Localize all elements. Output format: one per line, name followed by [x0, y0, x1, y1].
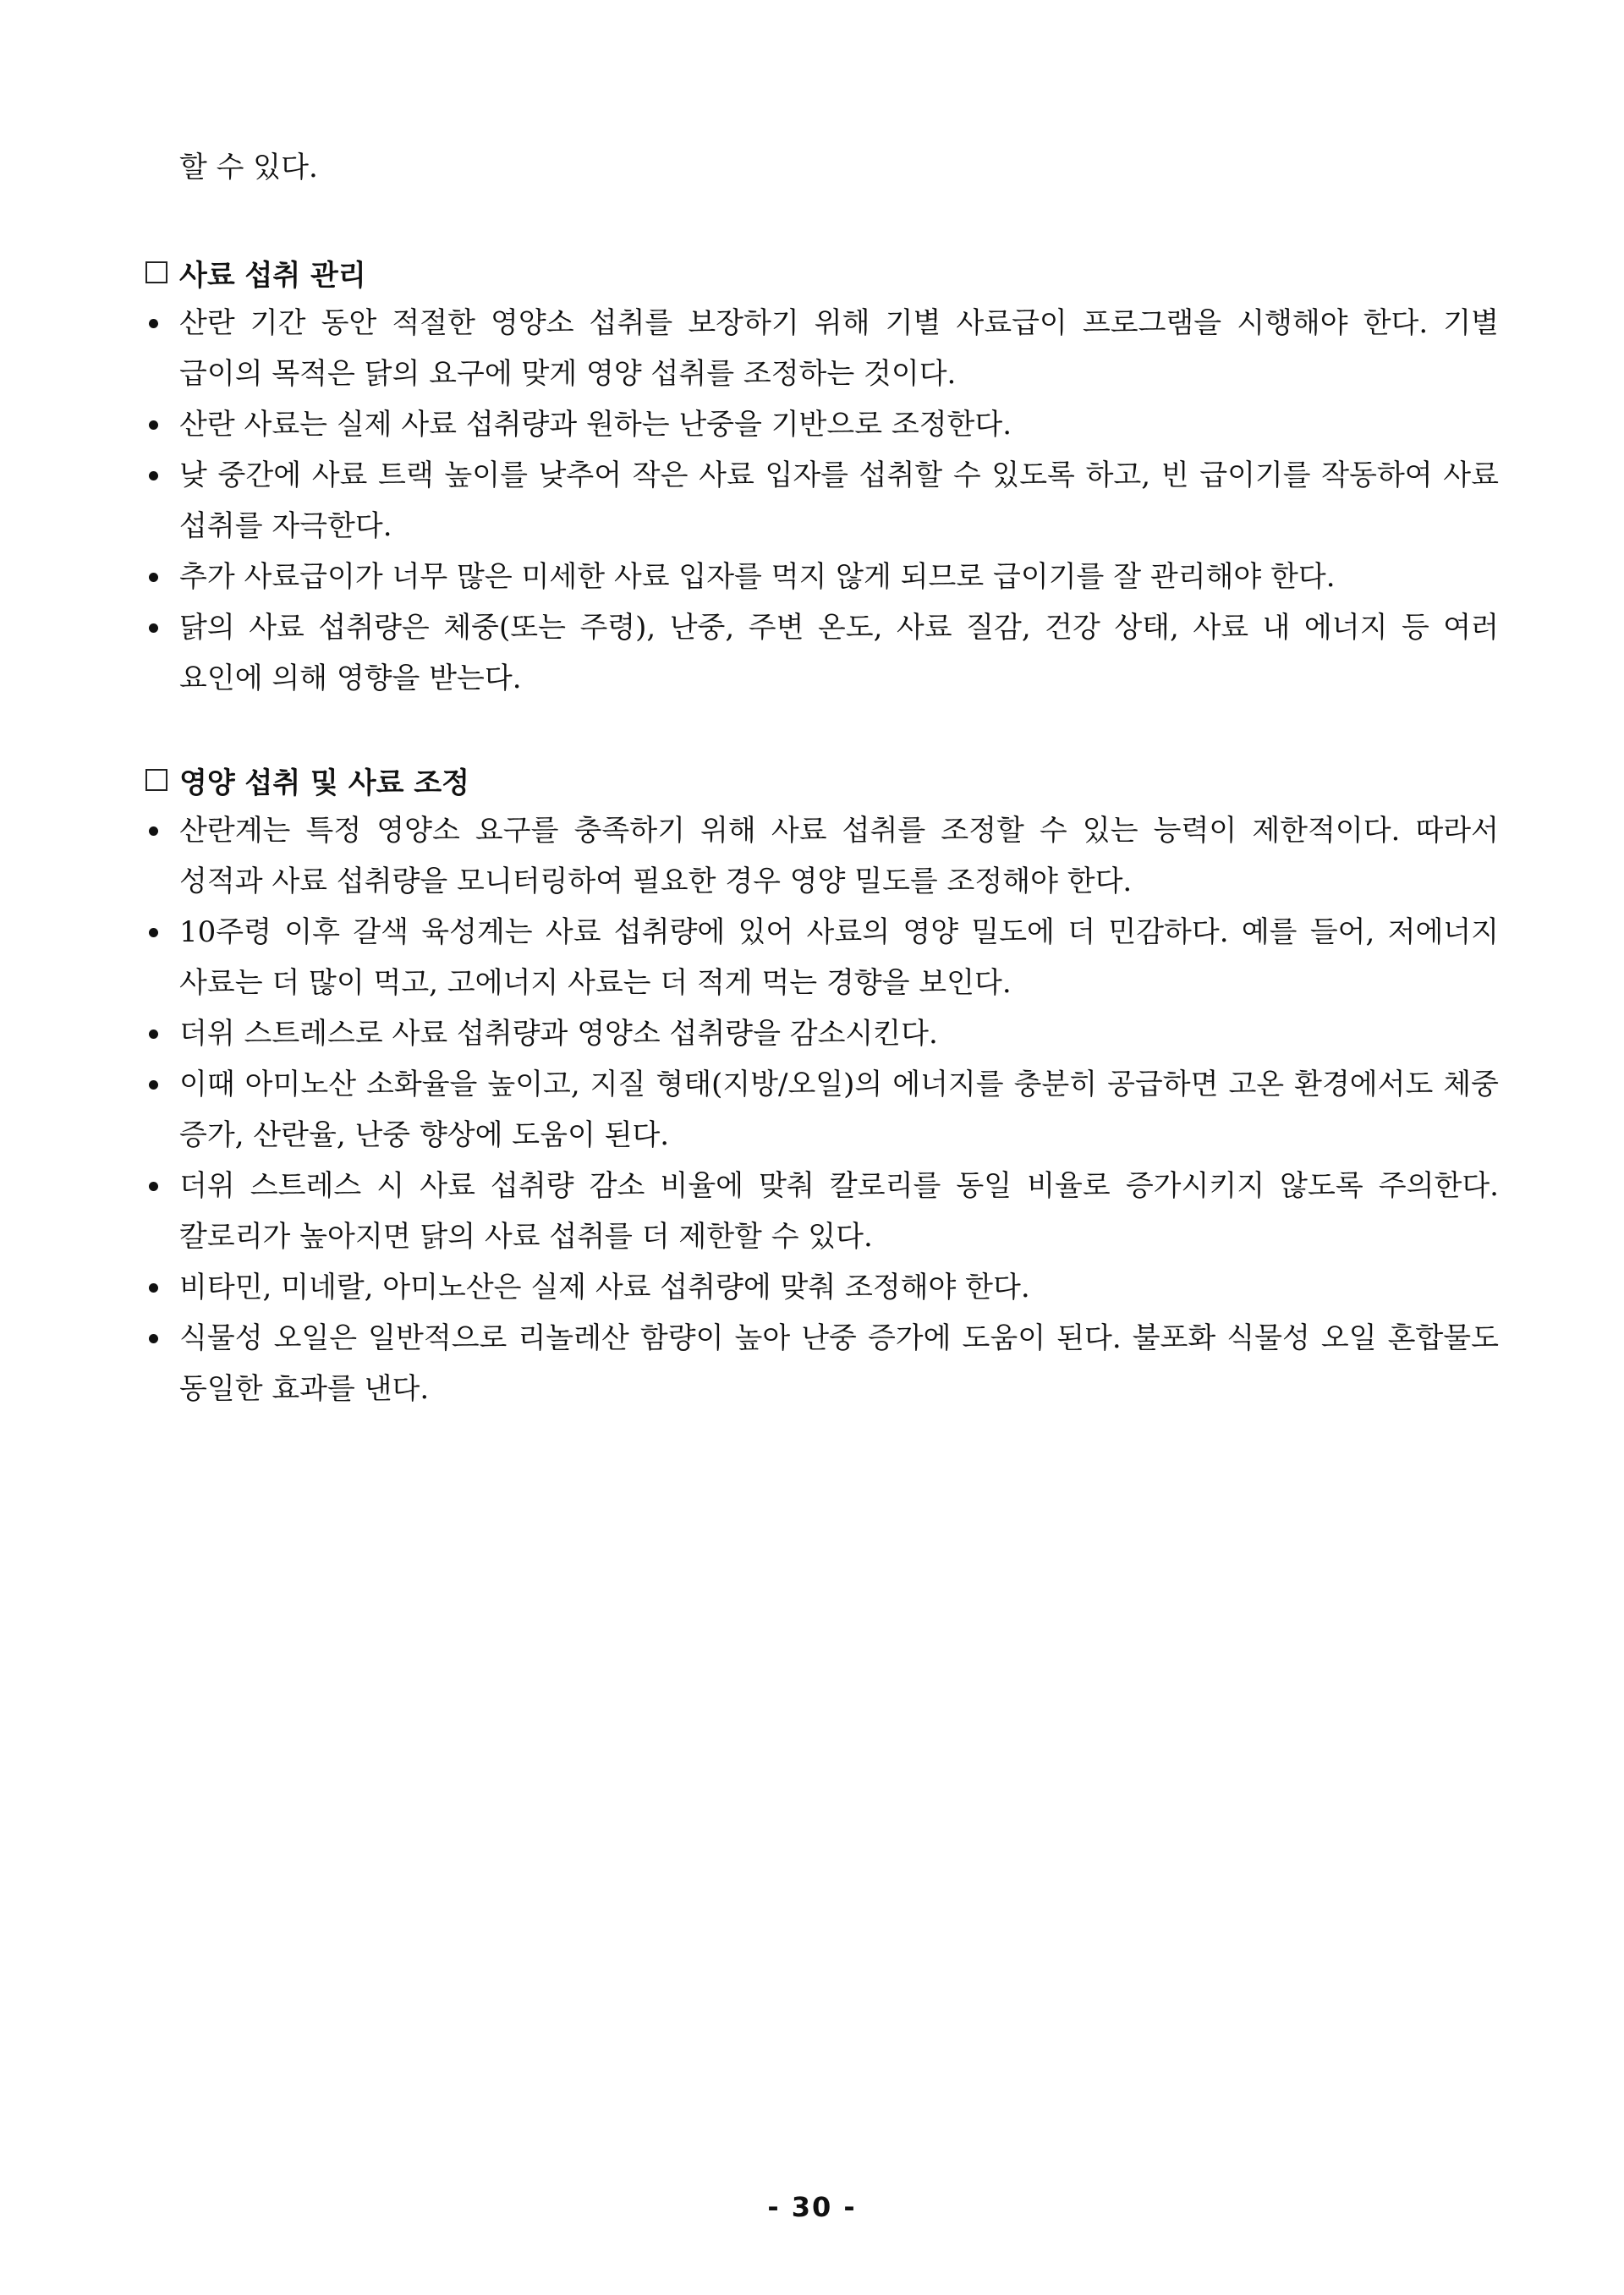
- checkbox-icon: [145, 769, 167, 791]
- section-nutrient-intake-feed-adjustment: [145, 755, 1499, 1414]
- section-heading-text: 영양 섭취 및 사료 조정: [179, 766, 469, 800]
- bullet-list: [145, 298, 1499, 704]
- list-item: [145, 399, 1499, 450]
- section-heading-text: 사료 섭취 관리: [179, 258, 366, 293]
- continuation-text: 할 수 있다.: [179, 151, 318, 184]
- list-item-text: 닭의 사료 섭취량은 체중(또는 주령), 난중, 주변 온도, 사료 질감, 건강 상태, 사료 내 에너지 등 여러 요인에 의해 영향을 받는다.: [179, 611, 1499, 695]
- checkbox-icon: [145, 261, 167, 283]
- bullet-icon: [149, 1080, 158, 1090]
- list-item: [145, 805, 1499, 907]
- section-heading: [145, 247, 1499, 298]
- list-item-text: 식물성 오일은 일반적으로 리놀레산 함량이 높아 난중 증가에 도움이 된다. 불포화 식물성 오일 혼합물도 동일한 효과를 낸다.: [179, 1321, 1499, 1406]
- list-item: [145, 450, 1499, 552]
- list-item-text: 낮 중간에 사료 트랙 높이를 낮추어 작은 사료 입자를 섭취할 수 있도록 하고, 빈 급이기를 작동하여 사료 섭취를 자극한다.: [179, 458, 1499, 543]
- list-item: [145, 552, 1499, 602]
- list-item: [145, 602, 1499, 704]
- bullet-list: [145, 805, 1499, 1414]
- bullet-icon: [149, 1182, 158, 1191]
- page-number: - 30 -: [767, 2191, 857, 2223]
- list-item-text: 이때 아미노산 소화율을 높이고, 지질 형태(지방/오일)의 에너지를 충분히 공급하면 고온 환경에서도 체중 증가, 산란율, 난중 향상에 도움이 된다.: [179, 1068, 1499, 1152]
- bullet-icon: [149, 573, 158, 582]
- bullet-icon: [149, 928, 158, 937]
- bullet-icon: [149, 471, 158, 480]
- bullet-icon: [149, 1283, 158, 1293]
- list-item-text: 산란계는 특정 영양소 요구를 충족하기 위해 사료 섭취를 조정할 수 있는 능력이 제한적이다. 따라서 성적과 사료 섭취량을 모니터링하여 필요한 경우 영양 밀도를 조정해야 한다.: [179, 814, 1499, 898]
- bullet-icon: [149, 623, 158, 633]
- list-item: [145, 1008, 1499, 1059]
- section-feed-intake-management: [145, 247, 1499, 704]
- bullet-icon: [149, 826, 158, 836]
- list-item-text: 비타민, 미네랄, 아미노산은 실제 사료 섭취량에 맞춰 조정해야 한다.: [179, 1271, 1030, 1304]
- list-item-text: 산란 사료는 실제 사료 섭취량과 원하는 난중을 기반으로 조정한다.: [179, 408, 1012, 442]
- section-heading: [145, 755, 1499, 805]
- list-item: [145, 1059, 1499, 1161]
- list-item: [145, 1313, 1499, 1414]
- bullet-icon: [149, 1334, 158, 1343]
- list-item: [145, 1262, 1499, 1313]
- list-item: [145, 1161, 1499, 1262]
- list-item-text: 산란 기간 동안 적절한 영양소 섭취를 보장하기 위해 기별 사료급이 프로그램을 시행해야 한다. 기별 급이의 목적은 닭의 요구에 맞게 영양 섭취를 조정하는 것이다.: [179, 306, 1499, 391]
- bullet-icon: [149, 420, 158, 430]
- list-item: [145, 907, 1499, 1008]
- list-item-text: 더위 스트레스 시 사료 섭취량 감소 비율에 맞춰 칼로리를 동일 비율로 증가시키지 않도록 주의한다. 칼로리가 높아지면 닭의 사료 섭취를 더 제한할 수 있다.: [179, 1169, 1499, 1254]
- bullet-icon: [149, 319, 158, 328]
- list-item-text: 추가 사료급이가 너무 많은 미세한 사료 입자를 먹지 않게 되므로 급이기를 잘 관리해야 한다.: [179, 560, 1336, 594]
- list-item-text: 10주령 이후 갈색 육성계는 사료 섭취량에 있어 사료의 영양 밀도에 더 민감하다. 예를 들어, 저에너지 사료는 더 많이 먹고, 고에너지 사료는 더 적게 먹는 경향을 보인다.: [179, 915, 1499, 1000]
- list-item: [145, 298, 1499, 399]
- list-item-text: 더위 스트레스로 사료 섭취량과 영양소 섭취량을 감소시킨다.: [179, 1017, 938, 1051]
- bullet-icon: [149, 1029, 158, 1039]
